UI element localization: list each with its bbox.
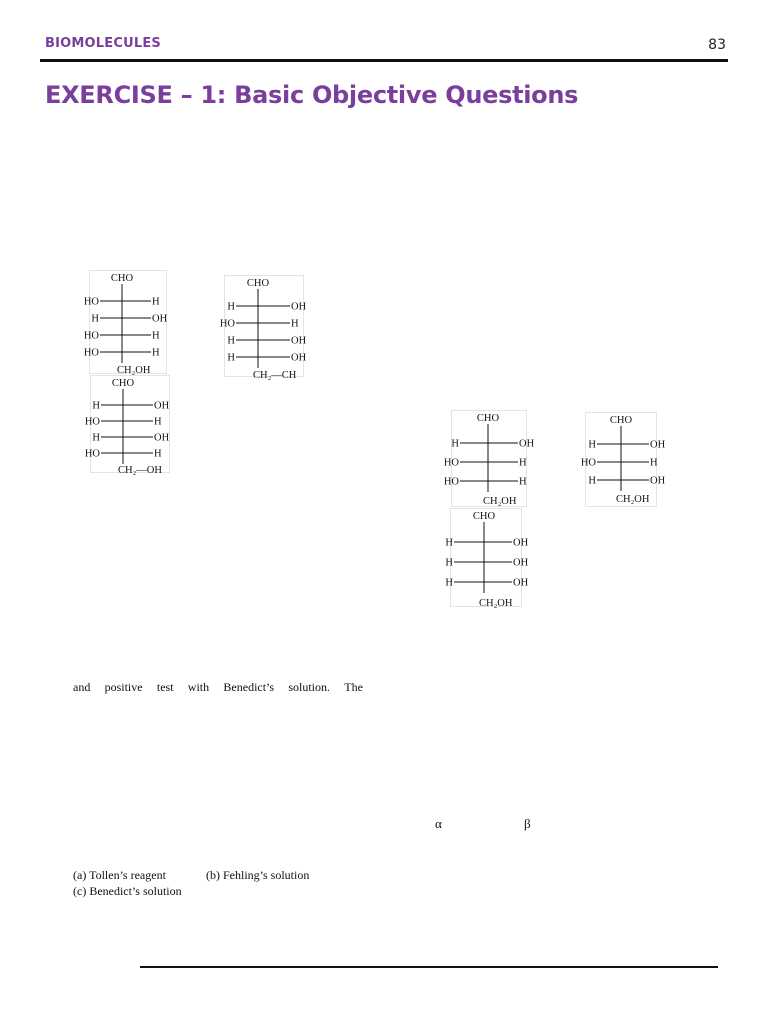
- left-substituent: HO: [84, 448, 100, 460]
- top-group-label: CHO: [110, 273, 134, 284]
- left-substituent: HO: [443, 457, 459, 469]
- right-substituent: H: [519, 457, 527, 469]
- header-rule: [40, 59, 728, 62]
- left-substituent: HO: [580, 457, 596, 469]
- page-title: EXERCISE – 1: Basic Objective Questions: [45, 81, 579, 109]
- right-substituent: OH: [291, 352, 307, 364]
- left-substituent: H: [445, 537, 453, 549]
- question-text-line: [73, 680, 363, 695]
- right-substituent: H: [291, 318, 299, 330]
- left-substituent: HO: [83, 330, 99, 342]
- word: and: [73, 680, 91, 694]
- right-substituent: H: [519, 476, 527, 488]
- left-substituent: HO: [84, 416, 100, 428]
- left-substituent: HO: [83, 296, 99, 308]
- bottom-group-label: CH₂—OH: [118, 465, 162, 476]
- structure-frame: [452, 411, 527, 507]
- option-b: (b) Fehling’s solution: [206, 868, 310, 882]
- right-substituent: H: [154, 416, 162, 428]
- fischer-svg: [580, 412, 666, 507]
- fischer-structure-2: [219, 275, 307, 381]
- right-substituent: H: [152, 347, 160, 359]
- fischer-structure-1: [83, 270, 168, 376]
- right-substituent: OH: [513, 577, 529, 589]
- fischer-structure-5: [580, 412, 666, 507]
- bottom-group-label: CH₂OH: [479, 598, 513, 609]
- left-substituent: H: [445, 577, 453, 589]
- beta-symbol: β: [524, 816, 531, 831]
- right-substituent: OH: [154, 432, 170, 444]
- fischer-svg: [83, 270, 168, 376]
- right-substituent: OH: [513, 537, 529, 549]
- right-substituent: OH: [291, 301, 307, 313]
- left-substituent: H: [588, 439, 596, 451]
- left-substituent: HO: [443, 476, 459, 488]
- option-a: (a) Tollen’s reagent: [73, 868, 166, 882]
- left-substituent: H: [92, 400, 100, 412]
- left-substituent: H: [445, 557, 453, 569]
- top-group-label: CHO: [472, 511, 496, 522]
- right-substituent: H: [154, 448, 162, 460]
- left-substituent: H: [91, 313, 99, 325]
- bottom-group-label: CH₂OH: [117, 365, 151, 376]
- word: test: [156, 680, 174, 694]
- fischer-structure-3: [84, 375, 170, 476]
- top-group-label: CHO: [476, 413, 500, 424]
- word: Benedict’s: [223, 680, 275, 694]
- word: solution.: [288, 680, 330, 694]
- top-group-label: CHO: [609, 415, 633, 426]
- left-substituent: H: [227, 301, 235, 313]
- right-substituent: OH: [513, 557, 529, 569]
- right-substituent: OH: [291, 335, 307, 347]
- bottom-group-label: CH₂—CH: [253, 370, 297, 381]
- left-substituent: H: [227, 352, 235, 364]
- fischer-svg: [84, 375, 170, 476]
- fischer-svg: [445, 508, 529, 609]
- top-group-label: CHO: [111, 378, 135, 389]
- left-substituent: H: [227, 335, 235, 347]
- word: The: [344, 680, 363, 694]
- page-number: 83: [708, 37, 726, 53]
- right-substituent: H: [152, 330, 160, 342]
- fischer-structure-6: [445, 508, 529, 609]
- right-substituent: OH: [154, 400, 170, 412]
- header-section-title: BIOMOLECULES: [45, 36, 161, 51]
- bottom-group-label: CH₂OH: [483, 496, 517, 507]
- right-substituent: OH: [152, 313, 168, 325]
- right-substituent: H: [650, 457, 658, 469]
- bottom-group-label: CH₂OH: [616, 494, 650, 505]
- fischer-svg: [443, 410, 535, 507]
- word: positive: [104, 680, 143, 694]
- fischer-svg: [219, 275, 307, 381]
- left-substituent: H: [92, 432, 100, 444]
- right-substituent: OH: [519, 438, 535, 450]
- word: with: [187, 680, 210, 694]
- left-substituent: H: [451, 438, 459, 450]
- left-substituent: HO: [219, 318, 235, 330]
- right-substituent: OH: [650, 475, 666, 487]
- right-substituent: H: [152, 296, 160, 308]
- left-substituent: HO: [83, 347, 99, 359]
- option-c: (c) Benedict’s solution: [73, 884, 182, 898]
- footer-rule: [140, 966, 718, 968]
- alpha-symbol: α: [435, 816, 442, 831]
- right-substituent: OH: [650, 439, 666, 451]
- fischer-structure-4: [443, 410, 535, 507]
- structure-frame: [451, 509, 522, 607]
- top-group-label: CHO: [246, 278, 270, 289]
- left-substituent: H: [588, 475, 596, 487]
